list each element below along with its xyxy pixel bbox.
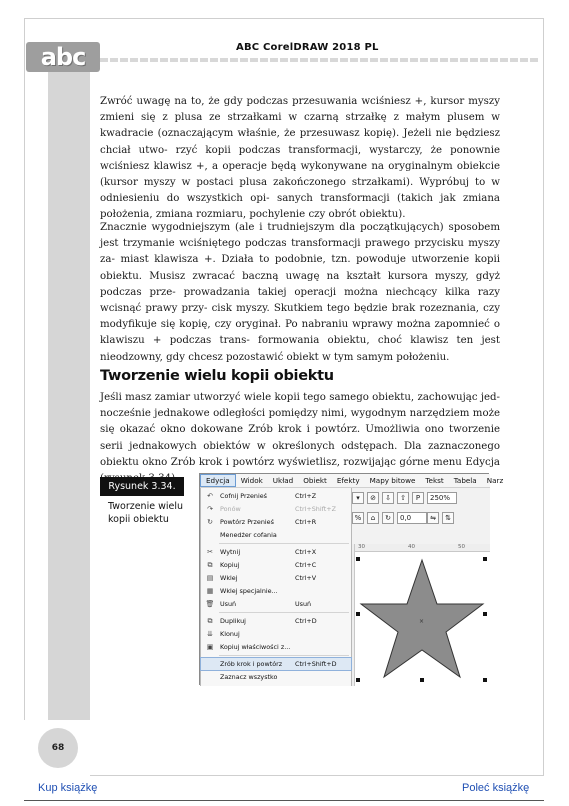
recommend-book-link[interactable]: Poleć książkę [462, 782, 530, 794]
menu-item-label: Usuń [220, 600, 237, 608]
p1-line: (oznaczającym właśnie, że przesuwasz kopię). Jeżeli nie będziesz chciał utwo- [100, 128, 500, 156]
rotate-icon[interactable]: ↻ [382, 512, 394, 524]
p2-line: Musisz zwracać baczną uwagę na kształt kursora myszy, gdyż podczas prze- [100, 270, 500, 298]
page-number-badge [38, 728, 78, 768]
menu-item-icon [204, 659, 216, 669]
selection-handle [483, 557, 487, 561]
menu-narzedzia[interactable]: Narz [486, 476, 504, 485]
menu-tekst[interactable]: Tekst [425, 476, 444, 485]
menu-item-shortcut: Ctrl+Z [295, 492, 317, 500]
p1-line: zmieni się z plusa ze strzałkami w czarną strzałkę z małym plusem w kwadracie [100, 112, 500, 140]
section-heading: Tworzenie wielu kopii obiektu [100, 368, 334, 384]
ruler-mark: 40 [408, 544, 415, 550]
menu-item[interactable] [201, 559, 351, 571]
menu-item-label: Wklej specjalnie... [220, 587, 278, 595]
selection-handle [420, 678, 424, 682]
figure-label: Rysunek 3.34. [100, 477, 184, 496]
p1-line: czy obrót obiektu). [308, 209, 406, 221]
selection-handle [356, 557, 360, 561]
menu-item-label: Kopiuj właściwości z... [220, 643, 291, 651]
p1-line: plusa zakończonego strzałkami). Wypróbuj to w odniesieniu do wszystkich opi- [100, 177, 500, 205]
menu-item[interactable] [201, 529, 351, 541]
p2-line: miast klawisza +. Działa to podobnie, tzn. powoduje utworzenie kopii obiektu. [100, 254, 500, 282]
menu-item [201, 503, 351, 515]
p3-line: Zrób krok i powtórz wyświetlisz, rozwijając górne menu Edycja [170, 456, 500, 468]
percent-icon[interactable]: % [352, 512, 364, 524]
menu-separator [219, 655, 349, 656]
menu-item-icon [204, 530, 216, 540]
lock-icon[interactable]: ⌂ [367, 512, 379, 524]
menu-item[interactable] [201, 671, 351, 683]
pdf-icon[interactable]: P [412, 492, 424, 504]
menu-item-label: Duplikuj [220, 617, 246, 625]
ruler-mark: 50 [458, 544, 465, 550]
menu-item-label: Cofnij Przenieś [220, 492, 267, 500]
menu-item-label: Powtórz Przenieś [220, 518, 274, 526]
menu-widok[interactable]: Widok [240, 476, 263, 485]
star-object[interactable] [355, 552, 490, 686]
menu-item-icon: 🗑 [205, 600, 215, 608]
menu-item[interactable] [201, 546, 351, 558]
dropdown-icon[interactable]: ▾ [352, 492, 364, 504]
abc-logo [26, 42, 100, 72]
p2-line: obiekt w tym samym położeniu. [286, 351, 450, 363]
menu-item[interactable] [201, 628, 351, 640]
p2-line: trzymanie wciśniętego podczas transformacji prawego przycisku myszy za- [100, 238, 500, 266]
figure-caption [108, 500, 192, 526]
page-number: 68 [51, 743, 65, 753]
logo-text: abc [40, 43, 86, 71]
p1-line: rzyć kopii podczas transformacji, wystarczy, że ponownie wciśniesz klawisz +, [100, 144, 500, 172]
ruler-mark: 30 [358, 544, 365, 550]
import-icon[interactable]: ⇩ [382, 492, 394, 504]
menu-item-icon: ⧉ [207, 617, 213, 625]
mirror-icon[interactable]: ⇋ [427, 512, 439, 524]
flip-icon[interactable]: ⇅ [442, 512, 454, 524]
page-sidebar [48, 60, 90, 776]
menu-item-icon: ▦ [206, 587, 214, 595]
menu-item-icon: ▣ [206, 643, 214, 651]
menu-item-shortcut: Ctrl+C [295, 561, 317, 569]
footer-rule [24, 800, 544, 801]
p1-line: Zwróć uwagę na to, że gdy podczas przesuwania wciśniesz +, kursor myszy [100, 96, 500, 107]
menu-item-icon: ✂ [207, 548, 213, 556]
menu-item-icon: ⇊ [207, 630, 213, 638]
menu-item-label: Zaznacz wszystko [220, 673, 278, 681]
menu-item-icon: ↷ [207, 505, 213, 513]
horizontal-ruler [348, 544, 490, 552]
menu-item-icon: ↻ [207, 518, 213, 526]
menu-item[interactable] [201, 585, 351, 597]
menu-item-label: Kopiuj [220, 561, 240, 569]
zoom-field[interactable]: 250% [427, 492, 457, 504]
menu-item-label: Zrób krok i powtórz [220, 660, 283, 668]
menu-obiekt[interactable]: Obiekt [303, 476, 327, 485]
menu-tabela[interactable]: Tabela [453, 476, 477, 485]
menu-item-label: Klonuj [220, 630, 240, 638]
menu-item[interactable] [201, 490, 351, 502]
p1-line: sanych transformacji (takich jak zmiana położenia, zmiana rozmiaru, pochylenie [100, 193, 500, 221]
coreldraw-screenshot [199, 473, 504, 685]
p2-line: czy oryginał. Po nabraniu wprawy można zapomnieć o klawiszu + podczas trans- [100, 319, 500, 347]
menu-item[interactable] [201, 615, 351, 627]
export-icon[interactable]: ⇧ [397, 492, 409, 504]
menu-item-label: Menedżer cofania [220, 531, 277, 539]
menu-separator [219, 543, 349, 544]
menu-item-label: Wklej [220, 574, 238, 582]
p2-line: cisk myszy. Skutkiem tego będzie brak rozeznania, czy modyfikuje się kopię, [100, 303, 500, 331]
menu-mapy-bitowe[interactable]: Mapy bitowe [369, 476, 416, 485]
book-title: ABC CorelDRAW 2018 PL [236, 42, 379, 53]
edit-menu [200, 488, 352, 686]
buy-book-link[interactable]: Kup książkę [38, 782, 98, 794]
caption-line: Tworzenie wielu [108, 501, 183, 512]
header-rule [100, 58, 538, 62]
menu-item-icon [204, 672, 216, 682]
star-svg [355, 552, 490, 686]
no-entry-icon[interactable]: ⊘ [367, 492, 379, 504]
paragraph-2 [100, 220, 500, 366]
menu-item-label: Wytnij [220, 548, 241, 556]
selection-handle [483, 612, 487, 616]
menu-uklad[interactable]: Układ [272, 476, 294, 485]
menu-item[interactable] [201, 641, 351, 653]
menu-item-icon: ⧉ [207, 561, 213, 569]
menu-item-icon: ▤ [206, 574, 214, 582]
menu-item[interactable] [201, 516, 351, 528]
p1-line: a operacje będą wykonywane na oryginalnym obiekcie (kursor myszy w postaci [100, 160, 501, 189]
p3-line: jednakowych obiektów w określonych odstępach. Dla zaznaczonego obiektu okno [100, 440, 500, 468]
p3-line: nocześnie jednakowe odległości pomiędzy nimi, wygodnym narzędziem może [100, 408, 500, 420]
menu-item-shortcut: Ctrl+D [295, 617, 317, 625]
menu-item-shortcut: Ctrl+X [295, 548, 317, 556]
menu-item[interactable] [201, 572, 351, 584]
p2-line: Znacznie wygodniejszym (ale i trudniejszym dla początkujących) sposobem jest [100, 222, 500, 250]
menu-item-shortcut: Ctrl+Shift+Z [295, 505, 336, 513]
menu-item-shortcut: Usuń [295, 600, 312, 608]
p2-line: formowania obiektu, choć klawisz ten jest nieodzowny, gdy chcesz pozostawić [100, 335, 500, 363]
menu-item-label: Ponów [220, 505, 241, 513]
selection-handle [356, 678, 360, 682]
selection-handle [356, 612, 360, 616]
menu-efekty[interactable]: Efekty [336, 476, 360, 485]
p3-line: się okazać okno dokowane Zrób krok i powtórz. Umożliwia ono tworzenie serii [100, 424, 500, 452]
selection-handle [483, 678, 487, 682]
menu-edycja[interactable]: Edycja [200, 474, 236, 487]
p2-line: prowadzania takiej operacji można niechcący kilka razy wcisnąć prawy przy- [100, 286, 500, 315]
menu-item-icon: ↶ [207, 492, 213, 500]
caption-line: kopii obiektu [108, 514, 169, 525]
p3-line: Jeśli masz zamiar utworzyć wiele kopii tego samego obiektu, zachowując jed- [100, 392, 500, 403]
menu-item-shortcut: Ctrl+Shift+D [295, 660, 337, 668]
center-mark: × [419, 618, 425, 625]
menu-item[interactable] [201, 598, 351, 610]
menu-item-shortcut: Ctrl+R [295, 518, 317, 526]
menu-separator [219, 612, 349, 613]
menu-item-shortcut: Ctrl+V [295, 574, 317, 582]
menubar [200, 474, 504, 488]
paragraph-1 [100, 94, 500, 224]
menu-item[interactable] [201, 658, 351, 670]
angle-field[interactable]: 0,0 [397, 512, 427, 524]
